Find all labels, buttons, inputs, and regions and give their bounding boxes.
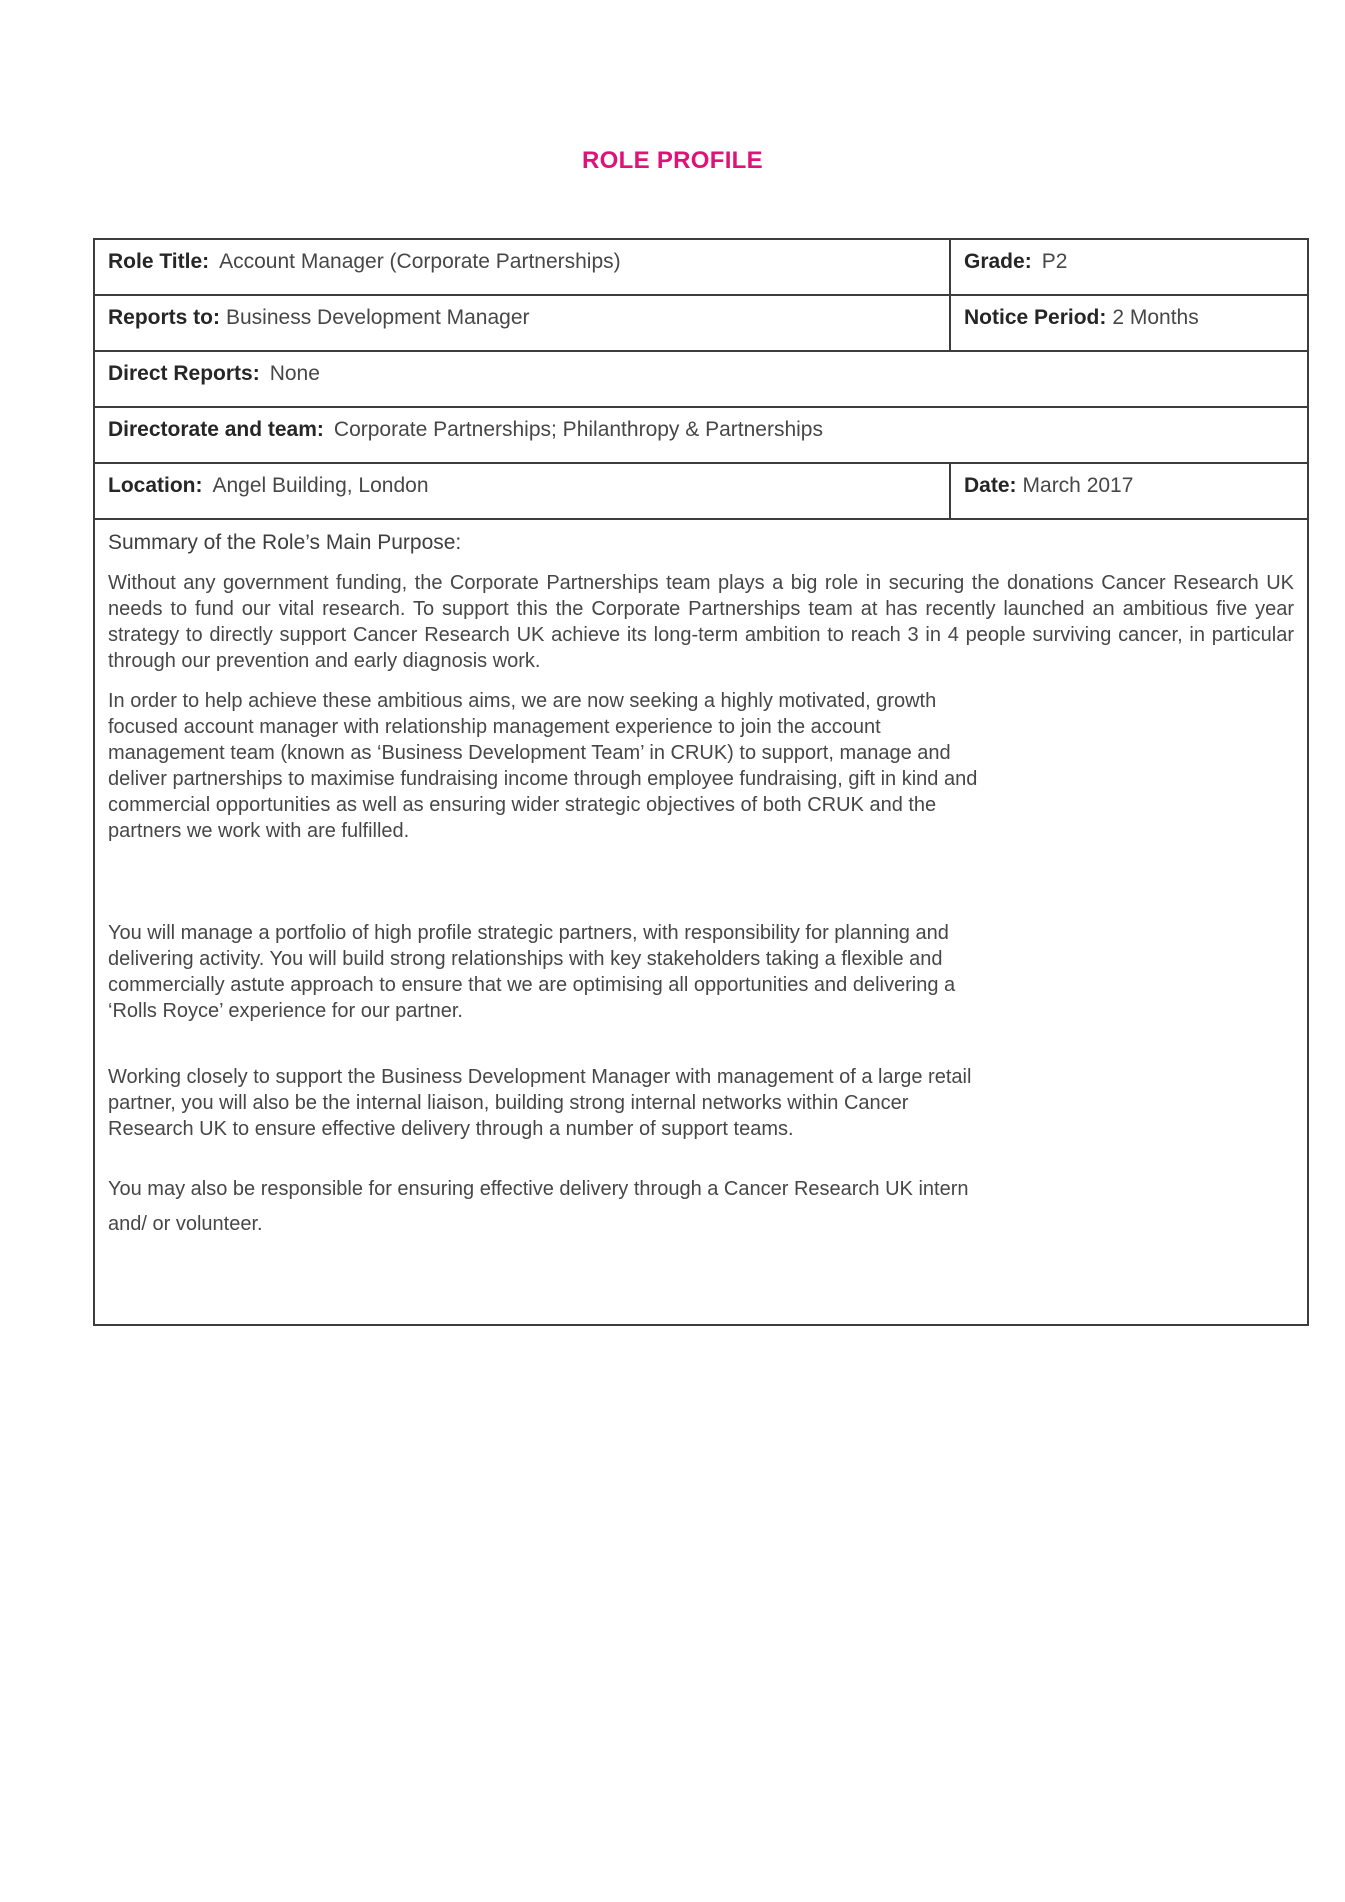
summary-paragraph: Working closely to support the Business Development Manager with management of a large retail partner, you will also be the internal liaison, building strong internal networks within Cancer Research UK to ensure effective delivery through a number of support teams. xyxy=(108,1066,972,1140)
location-value: Angel Building, London xyxy=(212,474,429,497)
notice-period-value: 2 Months xyxy=(1112,306,1199,329)
reports-to-label: Reports to: xyxy=(108,306,220,329)
role-title-label: Role Title: xyxy=(108,250,210,273)
date-value: March 2017 xyxy=(1022,474,1134,497)
table-row xyxy=(94,295,1308,351)
summary-paragraph: In order to help achieve these ambitious aims, we are now seeking a highly motivated, growth focused account manager with relationship management experience to join the account management team (known as ‘Business Development Team’ in CRUK) to support, manage and deliver partnerships to maximise fundraising income through employee fundraising, gift in kind and commercial opportunities as well as ensuring wider strategic objectives of both CRUK and the partners we work with are fulfilled. xyxy=(108,690,978,842)
role-title-value: Account Manager (Corporate Partnerships) xyxy=(219,250,621,273)
summary-cell xyxy=(94,519,1308,1325)
summary-body xyxy=(108,570,1295,1242)
direct-reports-value: None xyxy=(269,362,320,385)
date-label: Date: xyxy=(964,474,1017,497)
table-row xyxy=(94,519,1308,1325)
page-title: ROLE PROFILE xyxy=(582,147,763,174)
date-cell xyxy=(950,463,1308,519)
reports-to-cell xyxy=(94,295,950,351)
directorate-label: Directorate and team: xyxy=(108,418,324,441)
directorate-value: Corporate Partnerships; Philanthropy & Partnerships xyxy=(333,418,823,441)
table-row xyxy=(94,351,1308,407)
location-cell xyxy=(94,463,950,519)
direct-reports-cell xyxy=(94,351,1308,407)
summary-paragraph: Without any government funding, the Corporate Partnerships team plays a big role in securing the donations Cancer Research UK needs to fund our vital research. To support this the Corporate Partnerships team at has recently launched an ambitious five year strategy to directly support Cancer Research UK achieve its long-term ambition to reach 3 in 4 people surviving cancer, in particular through our prevention and early diagnosis work. xyxy=(108,572,1294,672)
table-row xyxy=(94,463,1308,519)
grade-value: P2 xyxy=(1041,250,1068,273)
table-row xyxy=(94,407,1308,463)
table-row xyxy=(94,239,1308,295)
role-profile-table xyxy=(93,238,1309,1326)
notice-period-label: Notice Period: xyxy=(964,306,1107,329)
location-label: Location: xyxy=(108,474,203,497)
summary-paragraph: You will manage a portfolio of high profile strategic partners, with responsibility for planning and delivering activity. You will build strong relationships with key stakeholders taking a flexible and commercially astute approach to ensure that we are optimising all opportunities and delivering a ‘Rolls Royce’ experience for our partner. xyxy=(108,922,956,1022)
grade-label: Grade: xyxy=(964,250,1032,273)
directorate-cell xyxy=(94,407,1308,463)
direct-reports-label: Direct Reports: xyxy=(108,362,260,385)
summary-paragraph: You may also be responsible for ensuring effective delivery through a Cancer Research UK intern and/ or volunteer. xyxy=(108,1178,969,1235)
grade-cell xyxy=(950,239,1308,295)
role-title-cell xyxy=(94,239,950,295)
summary-heading: Summary of the Role’s Main Purpose: xyxy=(108,531,462,554)
notice-period-cell xyxy=(950,295,1308,351)
reports-to-value: Business Development Manager xyxy=(226,306,530,329)
